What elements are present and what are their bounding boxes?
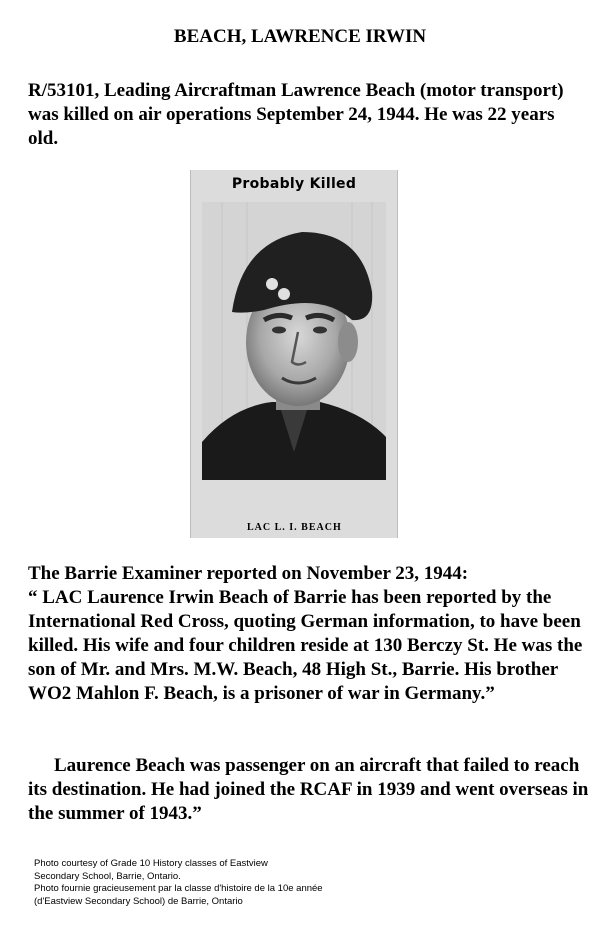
credit-line: Photo courtesy of Grade 10 History classes of Eastview — [34, 858, 268, 869]
newspaper-quote: “ LAC Laurence Irwin Beach of Barrie has been reported by the International Red Cross, quoting German information, to have been killed. His wife and four children reside at 130 Berczy St. He was the son of Mr. and Mrs. M.W. Beach, 48 High St., Barrie. His brother WO2 Mahlon F. Beach, is a prisoner of war in Germany.” — [28, 587, 583, 704]
intro-paragraph: R/53101, Leading Aircraftman Lawrence Beach (motor transport) was killed on air operations September 24, 1944. He was 22 years old. — [28, 80, 564, 149]
closing-paragraph: Laurence Beach was passenger on an aircraft that failed to reach its destination. He had joined the RCAF in 1939 and went overseas in the summer of 1943.” — [28, 755, 589, 824]
portrait-photo — [202, 202, 386, 480]
report-intro: The Barrie Examiner reported on November 23, 1944: — [28, 563, 469, 584]
credit-line: Photo fournie gracieusement par la classe d'histoire de la 10e année — [34, 883, 323, 894]
clipping-caption: LAC L. I. BEACH — [247, 522, 342, 533]
page-title: BEACH, LAWRENCE IRWIN — [173, 26, 427, 47]
clipping-headline: Probably Killed — [231, 176, 357, 192]
credit-line: (d'Eastview Secondary School) de Barrie, Ontario — [34, 895, 243, 907]
newspaper-clipping — [190, 170, 398, 538]
photo-credits — [34, 858, 323, 908]
credit-line: Secondary School, Barrie, Ontario. — [34, 870, 181, 882]
